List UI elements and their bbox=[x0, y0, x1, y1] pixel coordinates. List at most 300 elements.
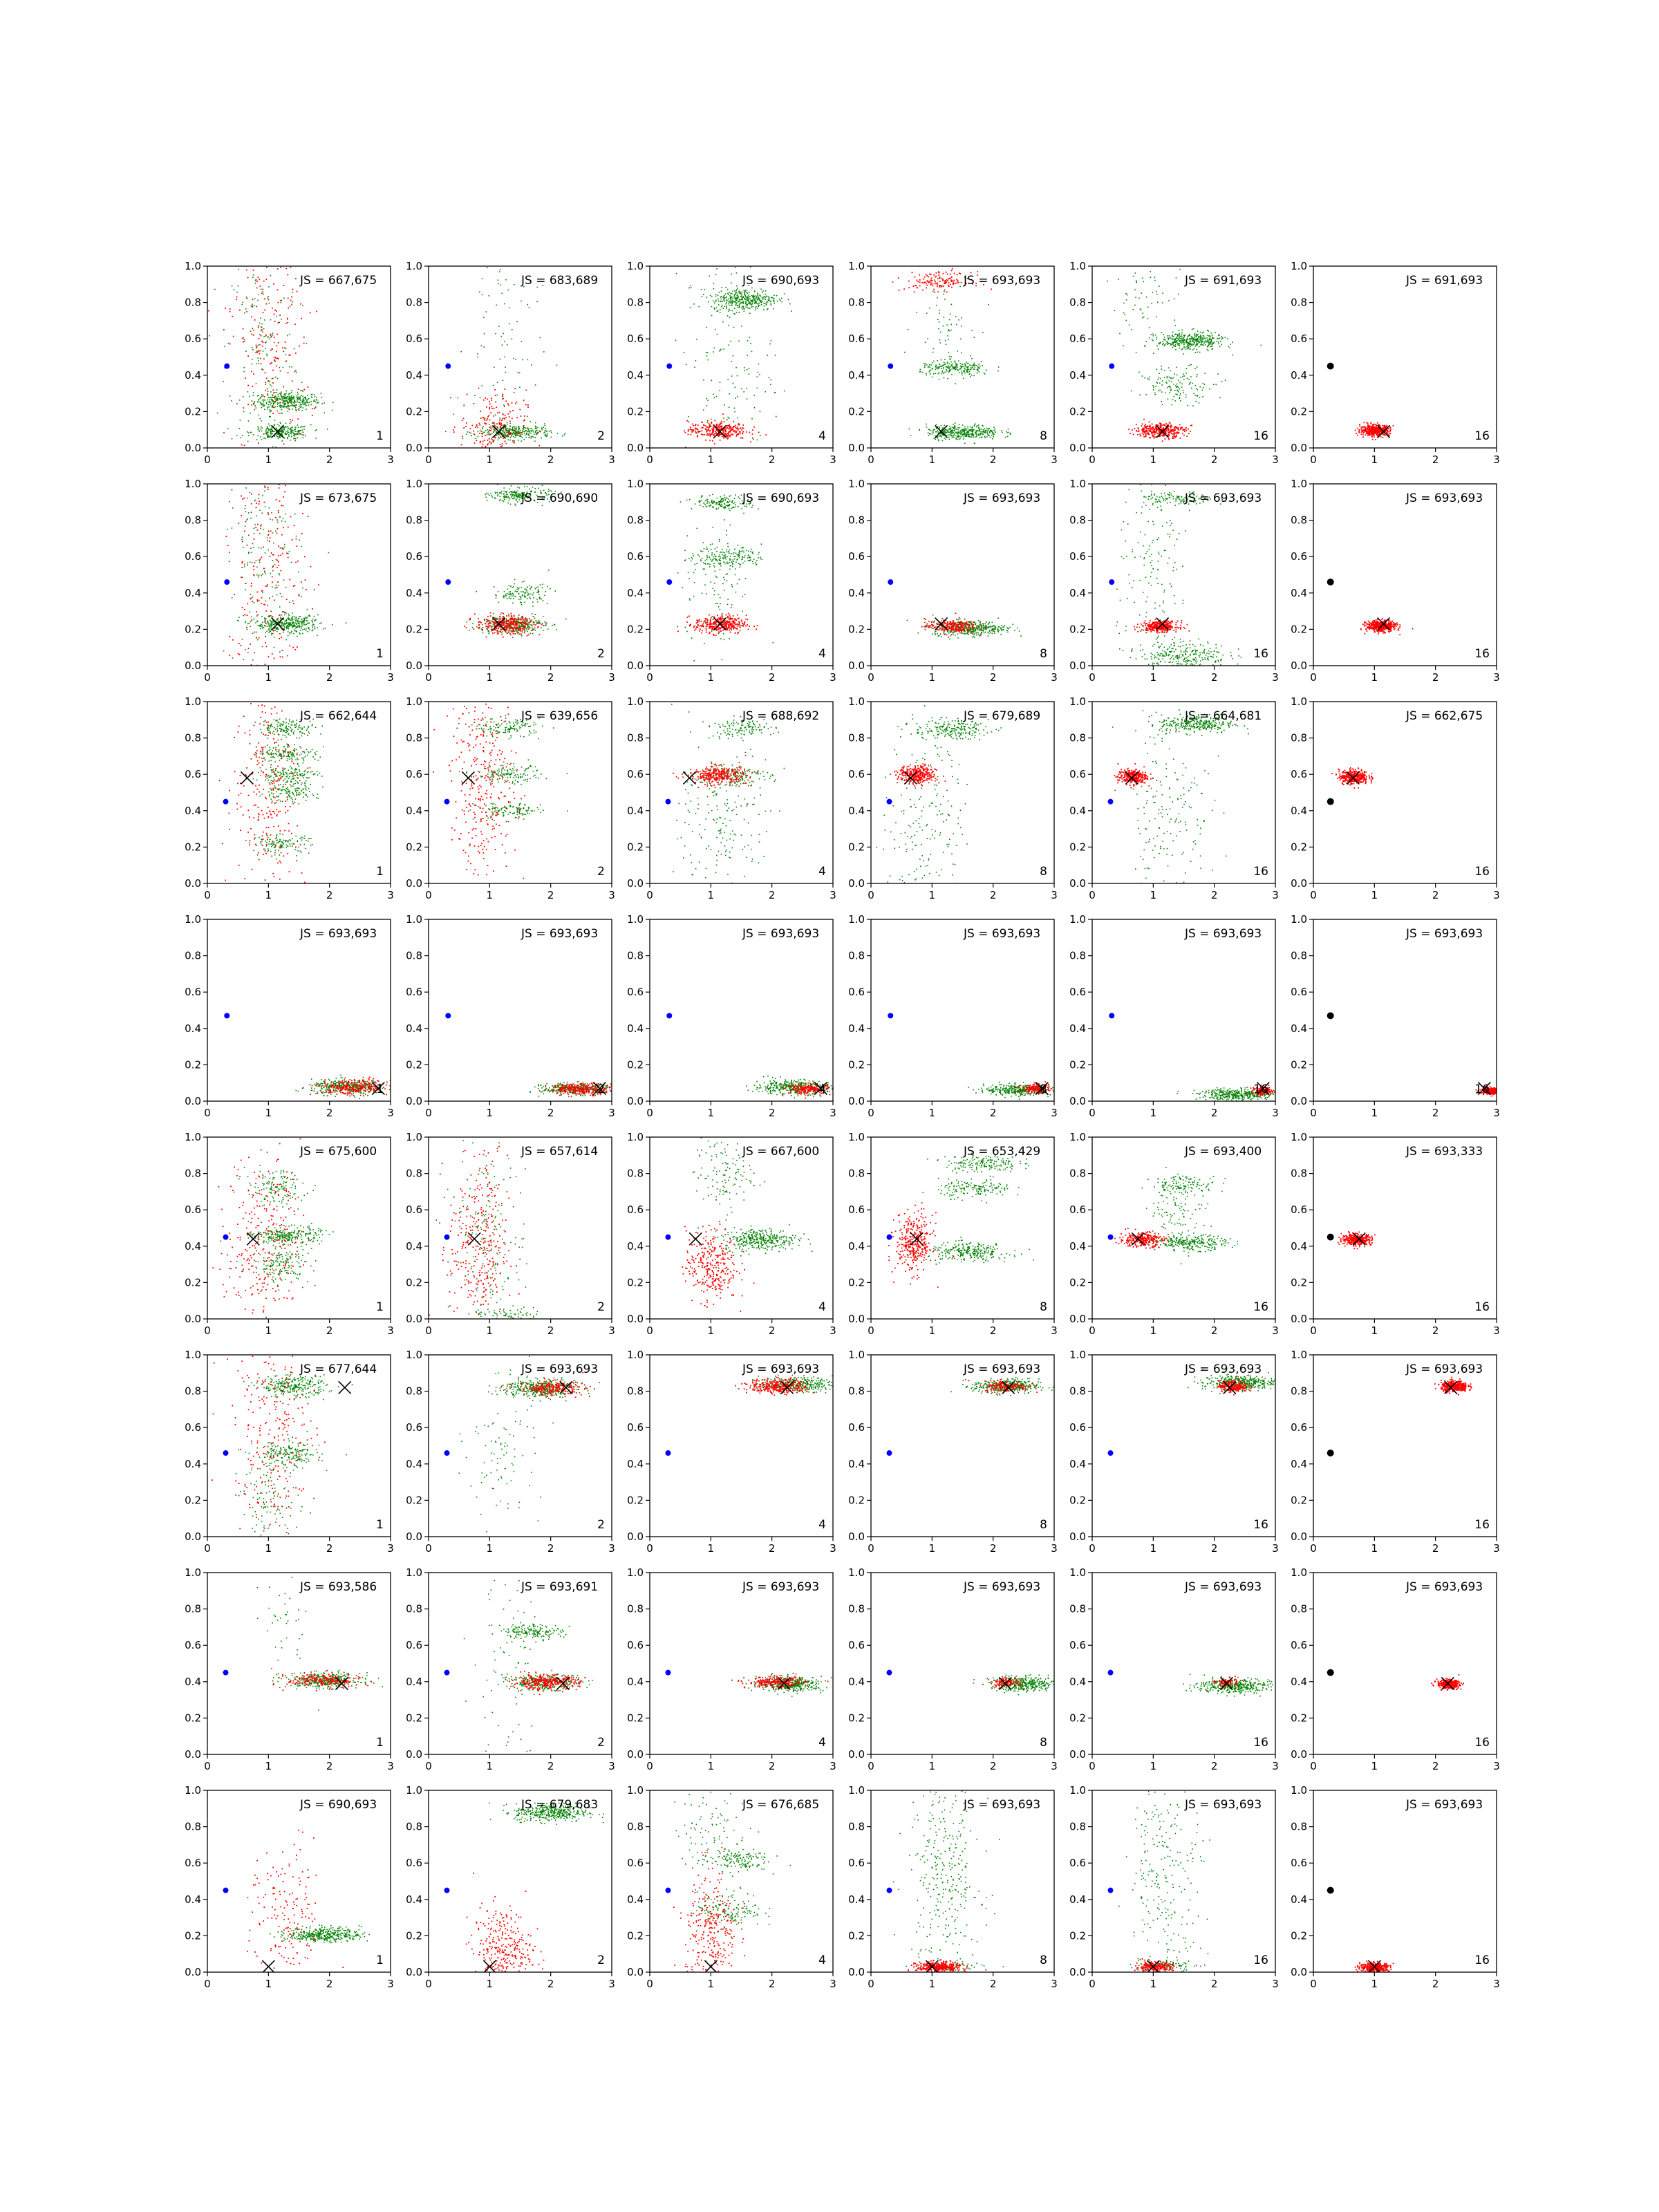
red-point bbox=[718, 427, 719, 428]
green-point bbox=[289, 632, 290, 633]
green-point bbox=[1152, 340, 1154, 341]
red-point bbox=[939, 278, 941, 279]
green-point bbox=[294, 429, 295, 431]
green-point bbox=[995, 431, 996, 433]
green-point bbox=[993, 434, 995, 435]
red-point bbox=[1149, 433, 1150, 435]
red-point bbox=[1190, 425, 1192, 427]
green-point bbox=[283, 579, 285, 581]
red-point bbox=[474, 442, 476, 444]
green-point bbox=[262, 592, 263, 594]
green-point bbox=[281, 397, 283, 399]
green-point bbox=[749, 373, 750, 375]
green-point bbox=[964, 373, 966, 374]
green-point bbox=[735, 294, 736, 295]
red-point bbox=[950, 284, 951, 285]
red-point bbox=[948, 279, 949, 280]
green-point bbox=[519, 373, 521, 374]
green-point bbox=[258, 360, 259, 362]
red-point bbox=[247, 277, 249, 279]
green-point bbox=[491, 429, 493, 430]
green-point bbox=[1173, 345, 1174, 346]
green-point bbox=[750, 300, 751, 301]
red-point bbox=[523, 420, 525, 422]
green-point bbox=[270, 384, 271, 386]
green-point bbox=[286, 624, 288, 625]
red-point bbox=[1372, 432, 1374, 433]
green-point bbox=[763, 299, 765, 300]
green-point bbox=[252, 306, 254, 307]
green-point bbox=[266, 428, 268, 429]
green-point bbox=[1181, 338, 1182, 339]
red-point bbox=[922, 290, 924, 291]
green-point bbox=[272, 554, 273, 556]
green-point bbox=[767, 302, 768, 303]
green-point bbox=[946, 432, 948, 433]
green-point bbox=[482, 426, 484, 427]
green-point bbox=[297, 621, 299, 623]
red-point bbox=[711, 422, 712, 423]
red-point bbox=[709, 430, 711, 431]
green-point bbox=[1174, 396, 1175, 397]
y-tick-label: 0.2 bbox=[406, 405, 422, 418]
green-point bbox=[1133, 309, 1134, 310]
green-point bbox=[985, 432, 986, 433]
red-point bbox=[1141, 429, 1143, 431]
green-point bbox=[976, 431, 977, 433]
green-point bbox=[1147, 318, 1149, 319]
green-point bbox=[265, 429, 267, 431]
green-point bbox=[256, 439, 258, 440]
green-point bbox=[736, 312, 738, 313]
green-point bbox=[929, 308, 930, 309]
green-point bbox=[742, 297, 744, 298]
red-point bbox=[244, 339, 245, 341]
green-point bbox=[528, 433, 529, 434]
green-point bbox=[294, 427, 296, 429]
green-point bbox=[252, 359, 253, 360]
red-point bbox=[476, 440, 478, 441]
green-point bbox=[961, 317, 962, 319]
red-point bbox=[1357, 428, 1358, 429]
green-point bbox=[265, 506, 266, 507]
red-point bbox=[727, 427, 728, 429]
green-point bbox=[951, 304, 953, 306]
green-point bbox=[1179, 348, 1181, 349]
green-point bbox=[1136, 281, 1137, 283]
green-point bbox=[277, 406, 279, 407]
green-point bbox=[943, 368, 944, 370]
red-point bbox=[732, 429, 733, 430]
green-point bbox=[256, 574, 258, 576]
green-point bbox=[776, 295, 778, 297]
green-point bbox=[948, 339, 949, 340]
green-point bbox=[1168, 343, 1170, 344]
green-point bbox=[1146, 297, 1147, 298]
red-point bbox=[290, 267, 292, 268]
red-point bbox=[686, 420, 688, 422]
green-point bbox=[268, 540, 269, 541]
green-point bbox=[962, 372, 963, 373]
green-point bbox=[1179, 388, 1181, 390]
green-point bbox=[965, 430, 966, 431]
red-point bbox=[498, 433, 499, 435]
green-point bbox=[1170, 337, 1171, 338]
x-tick-label: 0 bbox=[204, 453, 211, 466]
red-point bbox=[251, 306, 252, 307]
green-point bbox=[949, 319, 950, 321]
red-point bbox=[247, 404, 249, 405]
green-point-cloud bbox=[1107, 269, 1262, 406]
green-point bbox=[1212, 348, 1213, 350]
green-point bbox=[1156, 294, 1158, 295]
green-point bbox=[272, 395, 274, 397]
green-point bbox=[285, 348, 287, 350]
green-point bbox=[767, 308, 769, 310]
green-point bbox=[274, 424, 276, 425]
green-point bbox=[298, 618, 299, 619]
red-point bbox=[487, 416, 489, 418]
red-point bbox=[297, 433, 299, 434]
green-point bbox=[973, 437, 975, 438]
green-point bbox=[768, 297, 769, 298]
red-point bbox=[1364, 431, 1365, 433]
green-point bbox=[268, 381, 269, 382]
green-point bbox=[316, 438, 317, 439]
red-point bbox=[740, 428, 741, 429]
green-point bbox=[958, 371, 959, 372]
plot-area bbox=[666, 266, 792, 447]
green-point bbox=[258, 344, 259, 346]
green-point bbox=[256, 383, 257, 384]
green-point bbox=[715, 296, 717, 297]
red-point bbox=[1143, 419, 1145, 420]
red-point bbox=[723, 432, 724, 433]
green-point bbox=[506, 443, 507, 444]
green-point bbox=[262, 291, 263, 292]
green-point bbox=[755, 301, 756, 302]
red-point bbox=[265, 342, 266, 344]
green-point bbox=[268, 616, 270, 617]
green-point bbox=[295, 406, 297, 408]
green-point bbox=[270, 397, 272, 398]
green-point bbox=[249, 396, 250, 397]
green-point bbox=[535, 384, 536, 386]
green-point bbox=[240, 420, 241, 421]
green-point bbox=[253, 274, 254, 276]
green-point bbox=[1177, 390, 1178, 391]
red-point bbox=[275, 377, 276, 378]
green-point bbox=[1143, 281, 1145, 283]
green-point bbox=[250, 413, 251, 414]
green-point bbox=[747, 308, 749, 309]
green-point bbox=[526, 433, 527, 434]
green-point bbox=[967, 372, 968, 373]
red-point bbox=[1160, 427, 1161, 428]
green-point bbox=[1185, 373, 1187, 374]
red-point bbox=[1163, 424, 1164, 426]
green-point bbox=[955, 438, 957, 440]
red-point bbox=[731, 429, 732, 431]
green-point bbox=[315, 628, 316, 630]
green-point bbox=[276, 435, 277, 437]
green-point bbox=[955, 435, 956, 437]
green-point bbox=[726, 306, 727, 308]
green-point bbox=[285, 431, 287, 433]
green-point bbox=[259, 418, 261, 420]
green-point bbox=[729, 418, 730, 419]
red-point bbox=[1375, 439, 1376, 440]
green-point bbox=[243, 302, 244, 303]
red-point bbox=[278, 342, 279, 344]
green-point bbox=[770, 301, 771, 302]
green-point bbox=[255, 283, 256, 284]
green-point bbox=[1179, 341, 1180, 342]
red-point bbox=[491, 439, 493, 440]
green-point bbox=[308, 628, 310, 629]
green-point bbox=[290, 431, 292, 432]
red-point bbox=[1365, 429, 1367, 431]
green-point bbox=[1155, 386, 1156, 387]
green-point bbox=[746, 297, 747, 299]
green-point bbox=[721, 287, 722, 288]
green-point bbox=[1170, 371, 1171, 372]
red-point bbox=[236, 299, 237, 300]
red-point bbox=[944, 281, 946, 283]
red-point bbox=[937, 283, 938, 284]
green-point bbox=[735, 303, 737, 305]
green-point bbox=[267, 355, 268, 357]
red-point bbox=[480, 442, 481, 444]
green-point bbox=[521, 301, 522, 302]
red-point bbox=[499, 412, 500, 413]
green-point bbox=[948, 439, 950, 440]
green-point bbox=[938, 440, 939, 442]
red-point bbox=[1368, 425, 1369, 427]
green-point bbox=[941, 368, 942, 369]
green-point bbox=[738, 312, 740, 313]
green-point bbox=[1125, 293, 1127, 294]
green-point bbox=[1153, 335, 1154, 337]
green-point bbox=[268, 286, 270, 288]
green-point bbox=[295, 409, 297, 411]
green-point bbox=[265, 601, 267, 602]
green-point bbox=[946, 435, 948, 436]
green-point bbox=[937, 366, 939, 368]
green-point bbox=[773, 308, 774, 310]
red-point bbox=[709, 433, 711, 434]
green-point bbox=[261, 439, 263, 440]
green-point bbox=[294, 630, 296, 632]
red-point bbox=[479, 424, 480, 426]
green-point bbox=[488, 431, 489, 433]
green-point bbox=[723, 348, 724, 350]
green-point bbox=[265, 618, 267, 619]
red-point bbox=[1161, 424, 1163, 426]
green-point bbox=[1170, 389, 1172, 391]
green-point bbox=[271, 386, 272, 387]
green-point bbox=[777, 301, 778, 302]
green-point bbox=[924, 367, 926, 368]
green-point bbox=[984, 435, 986, 437]
green-point bbox=[487, 429, 489, 431]
red-point bbox=[1373, 427, 1374, 428]
green-point bbox=[277, 404, 279, 405]
green-point bbox=[758, 303, 759, 305]
red-point bbox=[1172, 436, 1174, 438]
red-point bbox=[303, 431, 304, 433]
x-tick-label: 3 bbox=[830, 453, 836, 466]
green-point bbox=[735, 293, 736, 294]
red-point bbox=[1143, 429, 1145, 430]
green-point bbox=[306, 409, 307, 410]
green-point bbox=[243, 615, 245, 617]
green-point bbox=[1197, 330, 1199, 332]
green-point bbox=[959, 368, 961, 370]
y-tick-label: 0.0 bbox=[627, 442, 644, 454]
red-point bbox=[1145, 427, 1147, 429]
green-point bbox=[536, 433, 538, 434]
green-point bbox=[749, 308, 751, 309]
green-point bbox=[292, 622, 294, 624]
green-point bbox=[756, 302, 757, 303]
green-point bbox=[947, 335, 948, 337]
red-point bbox=[505, 417, 507, 418]
x-tick-label: 2 bbox=[1211, 453, 1218, 466]
green-point bbox=[1197, 366, 1198, 368]
red-point bbox=[1140, 435, 1141, 437]
green-point bbox=[261, 547, 262, 549]
green-point bbox=[522, 430, 523, 431]
red-point bbox=[1145, 430, 1147, 431]
green-point bbox=[950, 433, 951, 435]
red-point bbox=[479, 423, 480, 424]
green-point bbox=[267, 437, 268, 438]
green-point bbox=[298, 397, 299, 398]
green-point bbox=[504, 432, 505, 433]
green-point bbox=[1183, 340, 1184, 341]
red-point bbox=[494, 422, 495, 423]
red-point bbox=[484, 418, 485, 420]
green-point bbox=[988, 429, 989, 430]
green-point bbox=[266, 433, 268, 435]
green-point bbox=[293, 438, 294, 440]
red-point bbox=[738, 429, 739, 430]
green-point bbox=[294, 406, 295, 407]
red-point bbox=[753, 427, 755, 428]
green-point bbox=[961, 353, 962, 354]
red-point bbox=[276, 310, 277, 312]
green-point bbox=[1175, 385, 1177, 386]
green-point bbox=[992, 438, 993, 440]
green-point bbox=[262, 622, 263, 624]
green-point bbox=[962, 364, 964, 365]
green-point bbox=[493, 385, 494, 386]
green-point bbox=[289, 623, 290, 624]
red-point bbox=[277, 290, 279, 291]
green-point bbox=[1218, 344, 1219, 345]
green-point bbox=[543, 427, 545, 428]
green-point bbox=[279, 393, 281, 394]
green-point bbox=[765, 297, 767, 299]
red-point bbox=[944, 283, 946, 284]
green-point bbox=[928, 366, 930, 367]
green-point bbox=[981, 431, 982, 433]
green-point bbox=[312, 620, 313, 621]
red-point bbox=[229, 308, 231, 310]
red-point bbox=[260, 397, 261, 398]
green-point bbox=[283, 406, 285, 408]
green-point bbox=[1205, 339, 1206, 341]
green-point bbox=[1195, 395, 1197, 396]
red-point bbox=[937, 278, 939, 279]
green-point bbox=[957, 431, 959, 433]
red-point bbox=[1374, 433, 1375, 435]
green-point bbox=[270, 627, 272, 628]
green-point bbox=[945, 340, 946, 341]
green-point bbox=[941, 359, 942, 361]
y-tick-label: 0.4 bbox=[848, 369, 865, 382]
green-point bbox=[939, 321, 940, 323]
green-point bbox=[252, 597, 254, 598]
green-point bbox=[1002, 432, 1003, 433]
green-point bbox=[270, 630, 272, 632]
green-point bbox=[734, 308, 735, 309]
y-tick-label: 1.0 bbox=[848, 260, 865, 272]
green-point bbox=[951, 324, 953, 326]
green-point bbox=[737, 375, 738, 377]
red-point bbox=[742, 427, 743, 429]
green-point bbox=[288, 635, 289, 637]
green-point bbox=[949, 359, 950, 360]
green-point bbox=[1188, 365, 1190, 366]
green-point bbox=[961, 368, 962, 369]
red-point bbox=[1176, 435, 1177, 436]
green-point bbox=[261, 420, 262, 422]
green-point bbox=[253, 330, 254, 331]
green-point bbox=[294, 402, 295, 404]
green-point bbox=[276, 316, 277, 317]
green-point bbox=[264, 319, 265, 321]
green-point bbox=[961, 326, 962, 327]
green-point bbox=[303, 404, 305, 406]
green-point bbox=[291, 617, 292, 619]
green-point bbox=[953, 364, 954, 365]
subplot-r1-c4 bbox=[848, 260, 1058, 466]
red-point bbox=[746, 431, 747, 433]
green-point bbox=[727, 379, 729, 381]
green-point bbox=[486, 311, 487, 312]
red-point bbox=[695, 424, 696, 426]
green-point bbox=[489, 432, 490, 433]
red-point bbox=[285, 341, 286, 343]
green-point bbox=[686, 364, 687, 366]
green-point bbox=[916, 312, 917, 313]
green-point bbox=[944, 377, 945, 379]
green-point bbox=[1162, 404, 1163, 406]
green-point bbox=[307, 617, 308, 618]
green-point bbox=[527, 416, 528, 418]
green-point bbox=[495, 415, 496, 416]
green-point bbox=[755, 309, 756, 310]
green-point bbox=[265, 431, 267, 433]
green-point bbox=[737, 288, 738, 289]
green-point bbox=[268, 404, 270, 406]
green-point bbox=[937, 360, 938, 362]
green-point bbox=[974, 426, 975, 427]
green-point bbox=[756, 306, 757, 308]
green-point bbox=[284, 547, 285, 548]
